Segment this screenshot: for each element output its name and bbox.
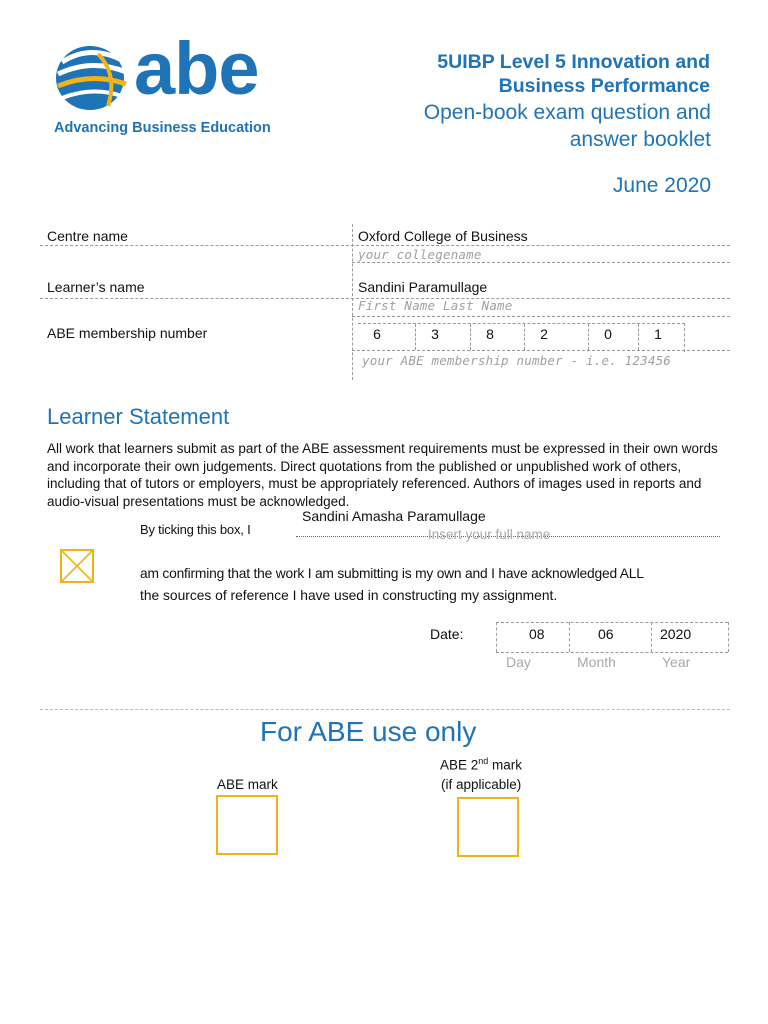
membership-number-field[interactable] — [358, 323, 685, 352]
centre-name-field[interactable]: Oxford College of Business — [358, 228, 528, 244]
learner-name-label: Learner’s name — [47, 279, 145, 295]
section-divider — [40, 709, 730, 710]
abe-logo — [52, 27, 312, 142]
abe-swirl-icon — [52, 40, 132, 114]
second-mark-sup: nd — [478, 756, 489, 766]
membership-digit[interactable]: 6 — [373, 326, 381, 342]
full-name-value[interactable]: Sandini Amasha Paramullage — [302, 508, 486, 524]
exam-date: June 2020 — [612, 174, 711, 197]
learner-statement-body: All work that learners submit as part of the ABE assessment requirements must be expressed in their own words and incorporate their own judgements. Direct quotations from the published or unpublished work of others, including that of tutors or employers, must be appropriately referenced. Authors of images used in reports and audio-visual presentations must be acknowledged. — [47, 441, 718, 509]
second-mark-box[interactable] — [457, 797, 519, 857]
abe-mark-box[interactable] — [216, 795, 278, 855]
confirmation-line1: am confirming that the work I am submitting is my own and I have acknowledged ALL — [140, 566, 644, 581]
full-name-hint: Insert your full name — [428, 527, 551, 542]
abe-mark-label: ABE mark — [217, 777, 278, 792]
exam-subtitle-line2: answer booklet — [569, 128, 711, 151]
abe-use-heading: For ABE use only — [260, 716, 477, 747]
centre-name-label: Centre name — [47, 228, 128, 244]
membership-digit[interactable]: 1 — [638, 324, 677, 350]
membership-digit[interactable]: 3 — [415, 324, 454, 350]
tick-prefix-text: By ticking this box, I — [140, 522, 251, 537]
second-mark-label — [440, 756, 522, 773]
learner-statement-heading: Learner Statement — [47, 404, 230, 429]
second-mark-suffix: mark — [488, 757, 523, 773]
membership-number-hint: your ABE membership number - i.e. 123456 — [362, 353, 672, 368]
second-mark-prefix: ABE 2 — [440, 757, 479, 773]
second-mark-note: (if applicable) — [441, 777, 522, 792]
date-year-field[interactable]: 2020 — [660, 626, 692, 642]
date-day-hint: Day — [506, 654, 531, 670]
exam-subtitle-line1: Open-book exam question and — [423, 101, 711, 124]
learner-name-field[interactable]: Sandini Paramullage — [358, 279, 488, 295]
date-month-hint: Month — [577, 654, 616, 670]
date-month-field[interactable]: 06 — [598, 626, 614, 642]
membership-digit[interactable]: 8 — [470, 324, 509, 350]
exam-title-line1: 5UIBP Level 5 Innovation and — [437, 51, 710, 73]
date-label: Date: — [430, 626, 464, 642]
centre-name-hint: your collegename — [358, 247, 482, 262]
logo-tagline: Advancing Business Education — [54, 120, 271, 136]
membership-digit[interactable]: 2 — [524, 324, 563, 350]
exam-title-line2: Business Performance — [498, 75, 710, 97]
learner-name-hint: First Name Last Name — [358, 298, 513, 313]
membership-digit[interactable]: 0 — [588, 324, 627, 350]
date-day-field[interactable]: 08 — [529, 626, 545, 642]
confirmation-checkbox[interactable] — [60, 549, 94, 583]
date-year-hint: Year — [662, 654, 691, 670]
abe-wordmark: abe — [134, 27, 259, 110]
confirmation-line2: the sources of reference I have used in constructing my assignment. — [140, 588, 558, 603]
checkbox-cross-icon — [60, 549, 94, 583]
membership-number-label: ABE membership number — [47, 325, 208, 341]
